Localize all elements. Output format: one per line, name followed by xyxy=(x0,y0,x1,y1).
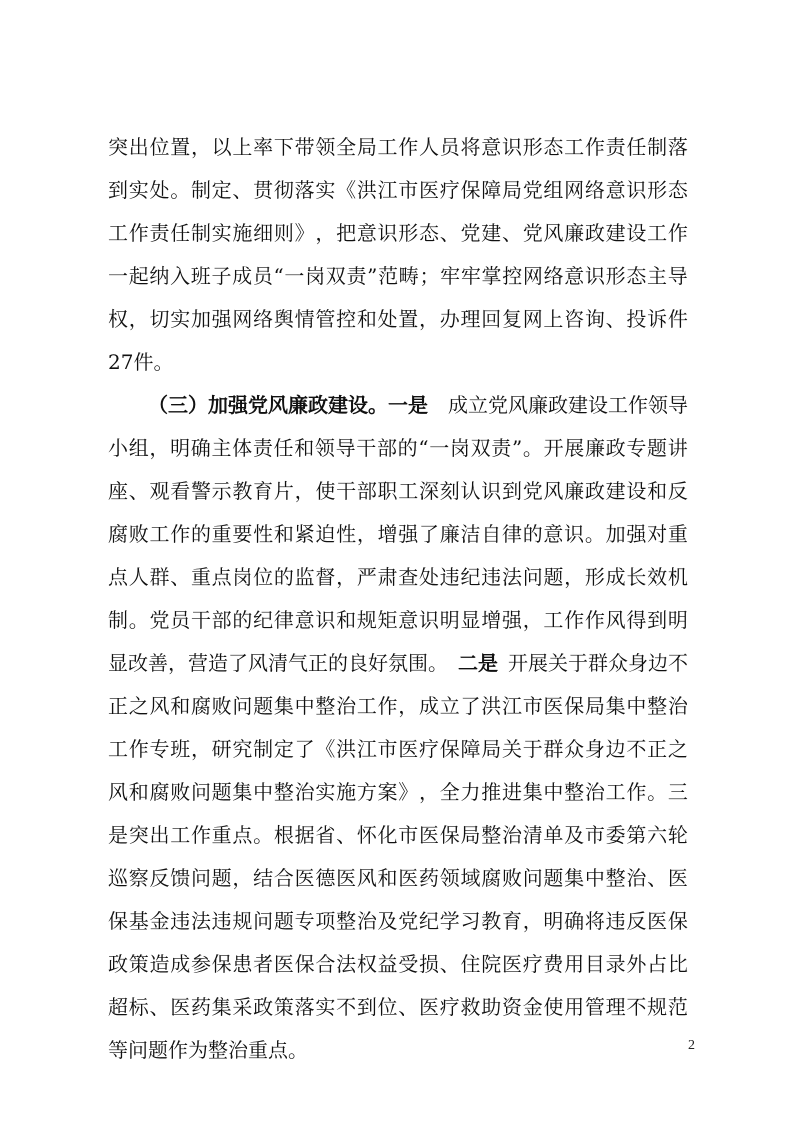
line-text: 制 。 党 员 干 部 的 纪 律 意 识 和 规 矩 意 识 明 显 增 强 ， 工 作 作 风 得 到 明 xyxy=(108,608,688,632)
line-text: 点 人 群 、 重 点 岗 位 的 监 督 ， 严 肃 查 处 违 纪 违 法 问 题 ， 形 成 长 效 机 xyxy=(108,565,688,589)
line-text: 显改善，营造了风清气正的良好氛围。 xyxy=(108,651,448,675)
text-line xyxy=(108,986,688,1029)
text-line xyxy=(108,599,688,642)
emphasis-marker: 二是 xyxy=(458,651,498,675)
text-line xyxy=(108,427,688,470)
text-line xyxy=(108,685,688,728)
line-text: 超 标 、 医 药 集 采 政 策 落 实 不 到 位 、 医 疗 救 助 资 金 使 用 管 理 不 规 范 xyxy=(108,995,688,1019)
line-text: 小 组 ， 明 确 主 体 责 任 和 领 导 干 部 的 “ 一 岗 双 责 ” 。 开 展 廉 政 专 题 讲 xyxy=(108,436,688,460)
line-text: 突 出 位 置 ， 以 上 率 下 带 领 全 局 工 作 人 员 将 意 识 形 态 工 作 责 任 制 落 xyxy=(108,135,688,159)
text-line xyxy=(108,900,688,943)
text-line xyxy=(108,556,688,599)
text-line xyxy=(108,728,688,771)
line-text: 保 基 金 违 法 违 规 问 题 专 项 整 治 及 党 纪 学 习 教 育 ， 明 确 将 违 反 医 保 xyxy=(108,909,688,933)
text-line xyxy=(108,255,688,298)
line-text: 政 策 造 成 参 保 患 者 医 保 合 法 权 益 受 损 、 住 院 医 疗 费 用 目 录 外 占 比 xyxy=(108,952,688,976)
document-body xyxy=(108,126,688,1072)
line-text: 腐 败 工 作 的 重 要 性 和 紧 迫 性 ， 增 强 了 廉 洁 自 律 的 意 识 。 加 强 对 重 xyxy=(108,522,688,546)
section-heading: （三）加强党风廉政建设。一是 xyxy=(148,393,428,417)
line-text: 正 之 风 和 腐 败 问 题 集 中 整 治 工 作 ， 成 立 了 洪 江 市 医 保 局 集 中 整 治 xyxy=(108,694,688,718)
line-text: 工 作 责 任 制 实 施 细 则 》 ， 把 意 识 形 态 、 党 建 、 党 风 廉 政 建 设 工 作 xyxy=(108,221,688,245)
section-heading-line xyxy=(108,384,688,427)
line-text: 权 ， 切 实 加 强 网 络 舆 情 管 控 和 处 置 ， 办 理 回 复 网 上 咨 询 、 投 诉 件 xyxy=(108,307,688,331)
text-line xyxy=(108,341,688,384)
line-text: 等问题作为整治重点。 xyxy=(108,1038,308,1062)
line-text: 一 起 纳 入 班 子 成 员 “ 一 岗 双 责 ” 范 畴 ； 牢 牢 掌 控 网 络 意 识 形 态 主 导 xyxy=(108,264,688,288)
line-text: 座 、 观 看 警 示 教 育 片 ， 使 干 部 职 工 深 刻 认 识 到 党 风 廉 政 建 设 和 反 xyxy=(108,479,688,503)
line-text: 27件。 xyxy=(108,350,174,374)
text-line xyxy=(108,126,688,169)
text-line xyxy=(108,857,688,900)
text-line xyxy=(108,212,688,255)
line-text-tail: 开展关于群众身边不 xyxy=(508,651,688,675)
text-line xyxy=(108,814,688,857)
text-line xyxy=(108,513,688,556)
text-line xyxy=(108,771,688,814)
text-line xyxy=(108,298,688,341)
text-line xyxy=(108,169,688,212)
line-text: 巡 察 反 馈 问 题 ， 结 合 医 德 医 风 和 医 药 领 域 腐 败 问 题 集 中 整 治 、 医 xyxy=(108,866,688,890)
text-line xyxy=(108,470,688,513)
line-text: 工 作 专 班 ， 研 究 制 定 了 《 洪 江 市 医 疗 保 障 局 关 于 群 众 身 边 不 正 之 xyxy=(108,737,688,761)
line-text: 成立党风廉政建设工作领导 xyxy=(448,393,688,417)
line-text: 是 突 出 工 作 重 点 。 根 据 省 、 怀 化 市 医 保 局 整 治 清 单 及 市 委 第 六 轮 xyxy=(108,823,688,847)
line-text: 到 实 处 。 制 定 、 贯 彻 落 实 《 洪 江 市 医 疗 保 障 局 党 组 网 络 意 识 形 态 xyxy=(108,178,688,202)
line-text: 风 和 腐 败 问 题 集 中 整 治 实 施 方 案 》 ， 全 力 推 进 集 中 整 治 工 作 。 三 xyxy=(108,780,688,804)
text-line xyxy=(108,1029,688,1072)
text-line xyxy=(108,943,688,986)
text-line xyxy=(108,642,688,685)
page-number: 2 xyxy=(688,1038,695,1053)
